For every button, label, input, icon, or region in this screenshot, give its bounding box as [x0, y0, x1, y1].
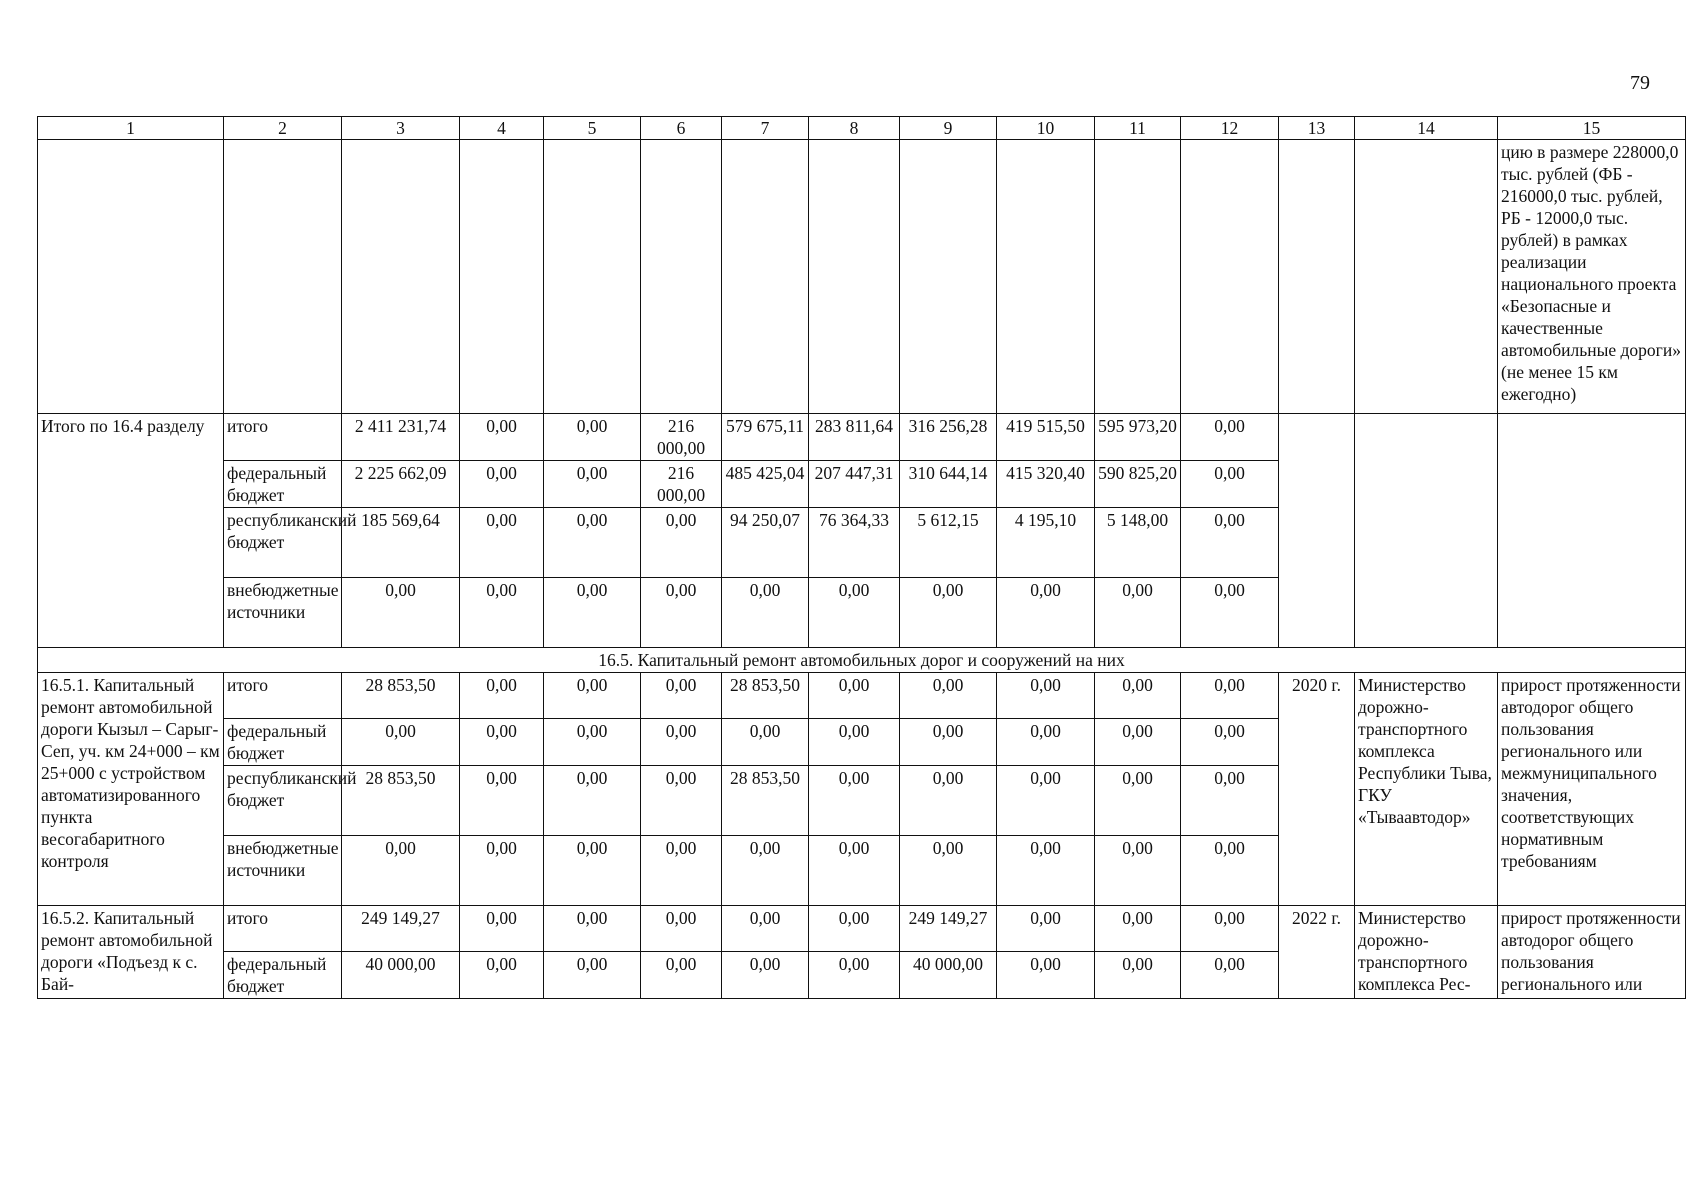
- value-cell: 249 149,27: [342, 906, 460, 952]
- value-cell: 0,00: [1095, 906, 1181, 952]
- value-cell: 249 149,27: [900, 906, 997, 952]
- column-number: 8: [809, 117, 900, 140]
- column-number: 14: [1355, 117, 1498, 140]
- value-cell: 216 000,00: [641, 461, 722, 508]
- value-cell: 0,00: [460, 578, 544, 648]
- value-cell: 94 250,07: [722, 508, 809, 578]
- source-cell: внебюджетные источники: [224, 578, 342, 648]
- source-cell: внебюджетные источники: [224, 836, 342, 906]
- column-number: 10: [997, 117, 1095, 140]
- value-cell: 2 411 231,74: [342, 414, 460, 461]
- program-table: [37, 116, 1686, 999]
- value-cell: 0,00: [1181, 578, 1279, 648]
- value-cell: 0,00: [460, 766, 544, 836]
- value-cell: 0,00: [1095, 766, 1181, 836]
- value-cell: 0,00: [900, 673, 997, 719]
- value-cell: 0,00: [1181, 673, 1279, 719]
- column-number: 11: [1095, 117, 1181, 140]
- value-cell: 207 447,31: [809, 461, 900, 508]
- value-cell: 0,00: [997, 766, 1095, 836]
- value-cell: 0,00: [722, 719, 809, 766]
- source-cell: федеральный бюджет: [224, 719, 342, 766]
- value-cell: 419 515,50: [997, 414, 1095, 461]
- value-cell: 0,00: [342, 578, 460, 648]
- value-cell: 76 364,33: [809, 508, 900, 578]
- result-cell: прирост протяженности автодорог общего пользования регионального или: [1498, 906, 1686, 999]
- value-cell: 0,00: [544, 578, 641, 648]
- value-cell: 0,00: [900, 578, 997, 648]
- column-number: 15: [1498, 117, 1686, 140]
- item-name: 16.5.1. Капитальный ремонт автомобильной дороги Кызыл – Сарыг-Сеп, уч. км 24+000 – км 25+000 с устройством автоматизированного пункта весогабаритного контроля: [38, 673, 224, 906]
- value-cell: 0,00: [342, 836, 460, 906]
- value-cell: 0,00: [900, 766, 997, 836]
- value-cell: 0,00: [641, 578, 722, 648]
- value-cell: 0,00: [997, 906, 1095, 952]
- value-cell: 0,00: [460, 952, 544, 999]
- value-cell: 0,00: [809, 719, 900, 766]
- value-cell: 0,00: [1095, 952, 1181, 999]
- value-cell: 485 425,04: [722, 461, 809, 508]
- value-cell: 216 000,00: [641, 414, 722, 461]
- source-cell: республиканский бюджет: [224, 766, 342, 836]
- value-cell: 0,00: [544, 461, 641, 508]
- value-cell: 0,00: [460, 461, 544, 508]
- value-cell: 0,00: [1181, 719, 1279, 766]
- table-row: [38, 673, 1686, 719]
- value-cell: 0,00: [1095, 719, 1181, 766]
- source-cell: итого: [224, 414, 342, 461]
- column-number: 3: [342, 117, 460, 140]
- value-cell: 0,00: [1181, 508, 1279, 578]
- value-cell: 0,00: [460, 719, 544, 766]
- column-number: 9: [900, 117, 997, 140]
- value-cell: 4 195,10: [997, 508, 1095, 578]
- value-cell: 0,00: [722, 836, 809, 906]
- value-cell: 0,00: [1181, 836, 1279, 906]
- value-cell: 590 825,20: [1095, 461, 1181, 508]
- item-name: 16.5.2. Капитальный ремонт автомобильной дороги «Подъезд к с. Бай-: [38, 906, 224, 999]
- value-cell: 0,00: [997, 836, 1095, 906]
- value-cell: 28 853,50: [342, 673, 460, 719]
- column-number: 4: [460, 117, 544, 140]
- value-cell: 0,00: [641, 906, 722, 952]
- value-cell: 0,00: [1181, 906, 1279, 952]
- value-cell: 0,00: [460, 906, 544, 952]
- value-cell: 0,00: [1181, 414, 1279, 461]
- value-cell: 0,00: [544, 952, 641, 999]
- section-title: 16.5. Капитальный ремонт автомобильных дорог и сооружений на них: [38, 648, 1686, 673]
- value-cell: 0,00: [544, 719, 641, 766]
- value-cell: 40 000,00: [900, 952, 997, 999]
- value-cell: 0,00: [544, 766, 641, 836]
- value-cell: 0,00: [900, 836, 997, 906]
- section-row: [38, 648, 1686, 673]
- value-cell: 0,00: [460, 508, 544, 578]
- value-cell: 28 853,50: [342, 766, 460, 836]
- value-cell: 0,00: [1181, 952, 1279, 999]
- value-cell: 28 853,50: [722, 766, 809, 836]
- value-cell: 415 320,40: [997, 461, 1095, 508]
- value-cell: 0,00: [997, 952, 1095, 999]
- value-cell: 0,00: [1095, 673, 1181, 719]
- source-cell: итого: [224, 906, 342, 952]
- value-cell: 0,00: [641, 952, 722, 999]
- value-cell: 0,00: [997, 719, 1095, 766]
- column-number: 12: [1181, 117, 1279, 140]
- year-cell: 2020 г.: [1279, 673, 1355, 906]
- value-cell: 0,00: [900, 719, 997, 766]
- value-cell: 0,00: [460, 673, 544, 719]
- value-cell: 595 973,20: [1095, 414, 1181, 461]
- value-cell: 0,00: [544, 673, 641, 719]
- column-number: 13: [1279, 117, 1355, 140]
- source-cell: итого: [224, 673, 342, 719]
- value-cell: 5 612,15: [900, 508, 997, 578]
- table-row: [38, 414, 1686, 461]
- column-number: 2: [224, 117, 342, 140]
- value-cell: 0,00: [641, 508, 722, 578]
- value-cell: 283 811,64: [809, 414, 900, 461]
- value-cell: 0,00: [809, 673, 900, 719]
- value-cell: 0,00: [809, 836, 900, 906]
- value-cell: 0,00: [1095, 836, 1181, 906]
- value-cell: 579 675,11: [722, 414, 809, 461]
- value-cell: 0,00: [809, 766, 900, 836]
- source-cell: республиканский бюджет: [224, 508, 342, 578]
- value-cell: 0,00: [722, 578, 809, 648]
- source-cell: федеральный бюджет: [224, 461, 342, 508]
- source-cell: федеральный бюджет: [224, 952, 342, 999]
- column-number: 7: [722, 117, 809, 140]
- page-number: 79: [1630, 72, 1650, 94]
- value-cell: 0,00: [809, 952, 900, 999]
- value-cell: 0,00: [722, 906, 809, 952]
- value-cell: 0,00: [460, 414, 544, 461]
- value-cell: 2 225 662,09: [342, 461, 460, 508]
- value-cell: 0,00: [641, 673, 722, 719]
- value-cell: 0,00: [809, 906, 900, 952]
- continuation-text: цию в размере 228000,0 тыс. рублей (ФБ - 216000,0 тыс. рублей, РБ - 12000,0 тыс. рублей) в рамках реализации национального проекта «Безопасные и качественные автомобильные дороги» (не менее 15 км ежегодно): [1498, 140, 1686, 414]
- table-row: [38, 906, 1686, 952]
- value-cell: 0,00: [997, 673, 1095, 719]
- value-cell: 0,00: [460, 836, 544, 906]
- value-cell: 40 000,00: [342, 952, 460, 999]
- value-cell: 0,00: [641, 836, 722, 906]
- value-cell: 0,00: [544, 836, 641, 906]
- column-number-row: [38, 117, 1686, 140]
- value-cell: 0,00: [641, 766, 722, 836]
- year-cell: 2022 г.: [1279, 906, 1355, 999]
- value-cell: 316 256,28: [900, 414, 997, 461]
- result-cell: прирост протяженности автодорог общего пользования регионального или межмуниципального значения, соответствующих нормативным требованиям: [1498, 673, 1686, 906]
- continuation-row: [38, 140, 1686, 414]
- value-cell: 0,00: [997, 578, 1095, 648]
- value-cell: 185 569,64: [342, 508, 460, 578]
- value-cell: 0,00: [544, 906, 641, 952]
- value-cell: 0,00: [1095, 578, 1181, 648]
- column-number: 6: [641, 117, 722, 140]
- value-cell: 0,00: [641, 719, 722, 766]
- value-cell: 28 853,50: [722, 673, 809, 719]
- value-cell: 0,00: [544, 414, 641, 461]
- column-number: 1: [38, 117, 224, 140]
- executor-cell: Министерство дорожно-транспортного комплекса Рес-: [1355, 906, 1498, 999]
- column-number: 5: [544, 117, 641, 140]
- executor-cell: Министерство дорожно-транспортного комплекса Республики Тыва, ГКУ «Тываавтодор»: [1355, 673, 1498, 906]
- value-cell: 0,00: [722, 952, 809, 999]
- value-cell: 0,00: [809, 578, 900, 648]
- total-label: Итого по 16.4 разделу: [38, 414, 224, 648]
- value-cell: 0,00: [342, 719, 460, 766]
- value-cell: 0,00: [1181, 461, 1279, 508]
- value-cell: 0,00: [1181, 766, 1279, 836]
- value-cell: 5 148,00: [1095, 508, 1181, 578]
- value-cell: 310 644,14: [900, 461, 997, 508]
- value-cell: 0,00: [544, 508, 641, 578]
